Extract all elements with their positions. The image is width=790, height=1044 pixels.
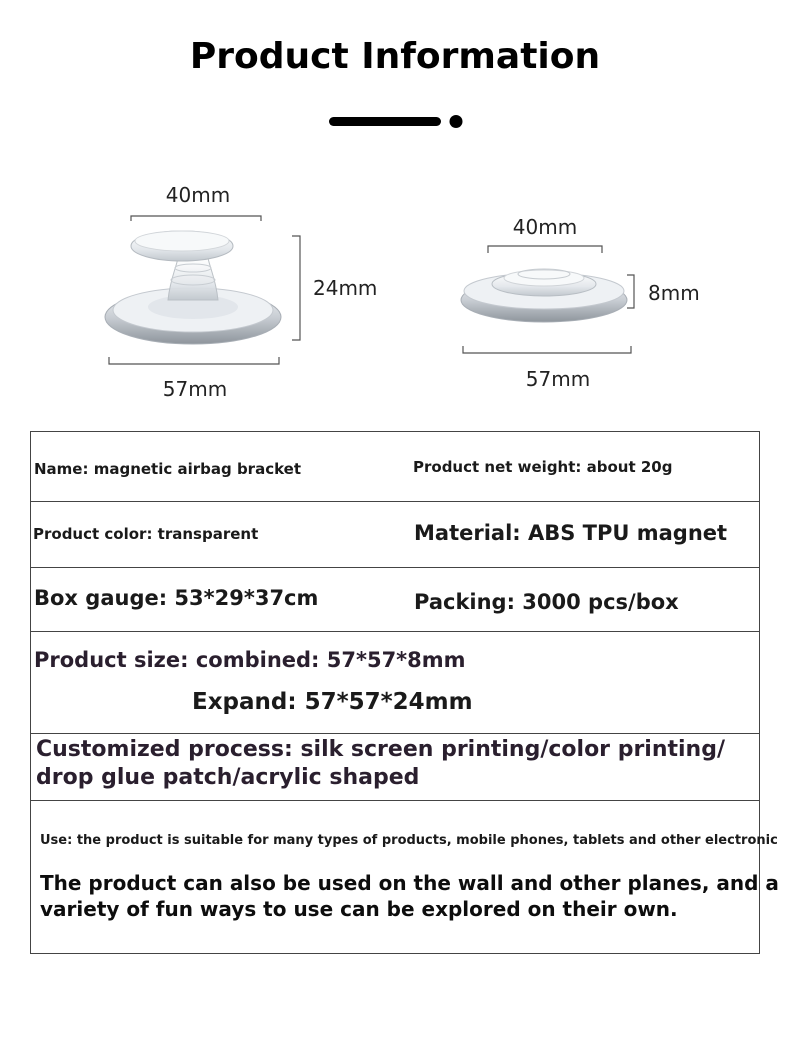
spec-use-extra-line1: The product can also be used on the wall and other planes, and a xyxy=(40,871,779,895)
expanded-height-marker xyxy=(292,236,300,340)
expanded-base-width-label: 57mm xyxy=(162,377,228,401)
page-title: Product Information xyxy=(189,36,601,77)
expanded-height-label: 24mm xyxy=(313,276,378,300)
spec-row-use xyxy=(31,801,779,955)
collapsed-top-width-marker xyxy=(488,246,602,253)
collapsed-height-label: 8mm xyxy=(648,281,700,305)
spec-color: Product color: transparent xyxy=(33,525,259,543)
spec-packing: Packing: 3000 pcs/box xyxy=(414,590,679,614)
collapsed-product-image xyxy=(461,269,627,322)
collapsed-top-width-label: 40mm xyxy=(512,215,578,239)
spec-use-extra-line2: variety of fun ways to use can be explored on their own. xyxy=(40,897,678,921)
spec-row-box-packing xyxy=(31,568,759,632)
spec-box-gauge: Box gauge: 53*29*37cm xyxy=(34,586,319,610)
spec-row-color-material xyxy=(31,502,759,568)
spec-use: Use: the product is suitable for many types of products, mobile phones, tablets and other electronic xyxy=(40,833,778,848)
expanded-product-image xyxy=(105,231,281,344)
spec-table xyxy=(30,431,779,954)
title-underline-decoration xyxy=(329,114,469,130)
collapsed-height-marker xyxy=(627,275,634,308)
spec-row-customized xyxy=(31,734,759,801)
spec-net-weight: Product net weight: about 20g xyxy=(413,458,673,476)
spec-custom-line1: Customized process: silk screen printing/color printing/ xyxy=(36,737,725,762)
spec-name: Name: magnetic airbag bracket xyxy=(34,460,302,478)
product-dimension-figures xyxy=(0,150,790,420)
collapsed-base-width-marker xyxy=(463,346,631,353)
spec-row-size xyxy=(31,632,759,734)
spec-row-name-weight xyxy=(31,432,759,502)
expanded-top-width-label: 40mm xyxy=(165,183,231,207)
spec-size-combined: Product size: combined: 57*57*8mm xyxy=(34,648,466,672)
expanded-base-width-marker xyxy=(109,357,279,364)
collapsed-base-width-label: 57mm xyxy=(525,367,591,391)
spec-size-expand: Expand: 57*57*24mm xyxy=(192,689,473,715)
spec-material: Material: ABS TPU magnet xyxy=(414,521,728,545)
spec-custom-line2: drop glue patch/acrylic shaped xyxy=(36,765,420,790)
expanded-top-width-marker xyxy=(131,216,261,221)
